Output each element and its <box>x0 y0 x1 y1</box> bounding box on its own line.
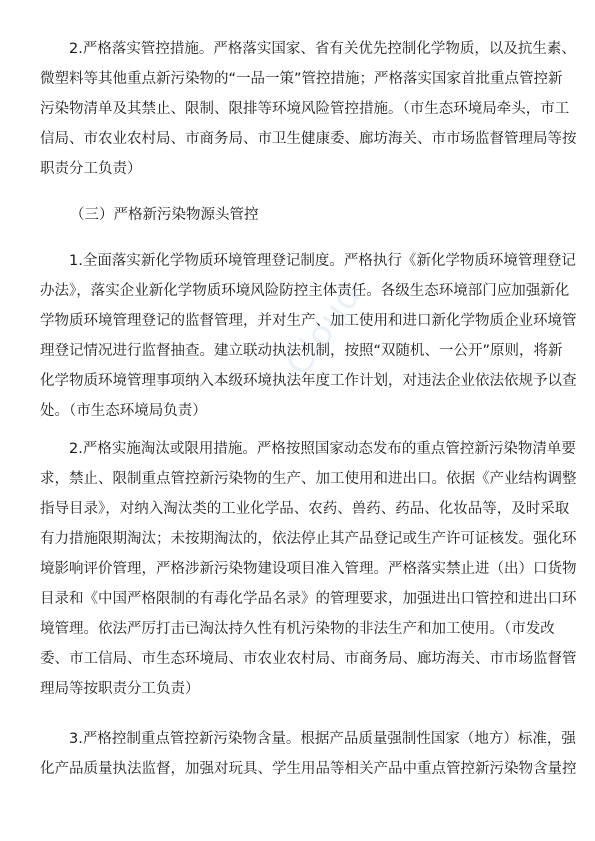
text-line: 处。（市生态环境局负责） <box>40 403 207 419</box>
text-line: 学物质环境管理登记的监督管理，并对生产、加工使用和进口新化学物质企业环境管 <box>40 313 577 329</box>
text-line: 境影响评价管理，严格涉新污染物建设项目准入管理。严格落实禁止进（出）口货物 <box>40 561 577 577</box>
paragraph-3 <box>40 434 577 704</box>
text-line: 化学物质环境管理事项纳入本级环境执法年度工作计划，对违法企业依法依规予以查 <box>40 373 577 389</box>
text-line: 办法》，落实企业新化学物质环境风险防控主体责任。各级生态环境部门应加强新化 <box>40 283 570 299</box>
text-line: 职责分工负责） <box>40 161 142 177</box>
text-line: 理局等按职责分工负责） <box>40 681 200 697</box>
text-line: 信局、市农业农村局、市商务局、市卫生健康委、廊坊海关、市市场监督管理局等按 <box>40 131 577 147</box>
text-line: 2.严格落实管控措施。严格落实国家、省有关优先控制化学物质，以及抗生素、 <box>40 41 576 57</box>
text-line: 污染物清单及其禁止、限制、限排等环境风险管控措施。（市生态环境局牵头，市工 <box>40 101 570 117</box>
text-line: 2.严格实施淘汰或限用措施。严格按照国家动态发布的重点管控新污染物清单要 <box>40 441 576 457</box>
text-line: 指导目录》，对纳入淘汰类的工业化学品、农药、兽药、药品、化妆品等，及时采取 <box>40 501 570 517</box>
text-line: 理登记情况进行监督抽查。建立联动执法机制，按照“双随机、一公开”原则，将新 <box>40 343 563 359</box>
paragraph-1 <box>40 34 577 184</box>
text-line: 微塑料等其他重点新污染物的“一品一策”管控措施；严格落实国家首批重点管控新 <box>40 71 563 87</box>
text-line: 有力措施限期淘汰；未按期淘汰的，依法停止其产品登记或生产许可证核发。强化环 <box>40 531 577 547</box>
paragraph-4 <box>40 724 577 784</box>
paragraph-2 <box>40 246 577 426</box>
watermark: Cloud <box>278 276 370 383</box>
text-line: 境管理。依法严厉打击已淘汰持久性有机污染物的非法生产和加工使用。（市发改 <box>40 621 555 637</box>
text-line: 委、市工信局、市生态环境局、市农业农村局、市商务局、廊坊海关、市市场监督管 <box>40 651 577 667</box>
text-line: 3.严格控制重点管控新污染物含量。根据产品质量强制性国家（地方）标准，强 <box>40 731 576 747</box>
text-line: 求，禁止、限制重点管控新污染物的生产、加工使用和进出口。依据《产业结构调整 <box>40 471 577 487</box>
section-heading: （三）严格新污染物源头管控 <box>70 207 259 223</box>
text-line: 1.全面落实新化学物质环境管理登记制度。严格执行《新化学物质环境管理登记 <box>40 253 576 269</box>
text-line: 化产品质量执法监督，加强对玩具、学生用品等相关产品中重点管控新污染物含量控 <box>40 761 577 777</box>
text-line: 目录和《中国严格限制的有毒化学品名录》的管理要求，加强进出口管控和进出口环 <box>40 591 577 607</box>
